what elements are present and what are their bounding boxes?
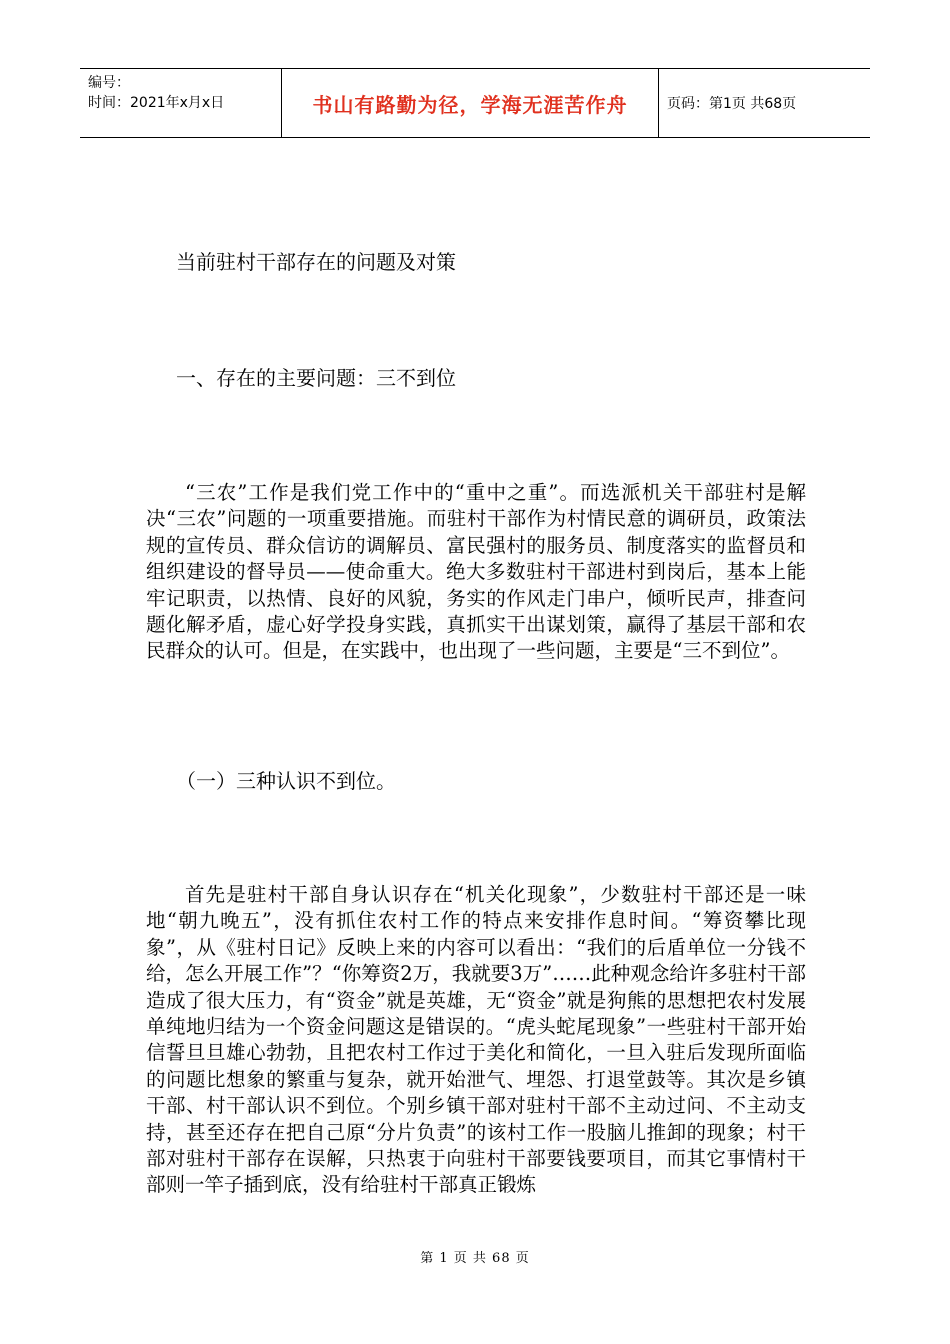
document-header bbox=[80, 68, 870, 138]
document-title: 当前驻村干部存在的问题及对策 bbox=[176, 250, 456, 274]
subsection-heading: （一）三种认识不到位。 bbox=[176, 769, 396, 793]
document-number-label: 编号： bbox=[88, 75, 130, 91]
body-paragraph: 首先是驻村干部自身认识存在“机关化现象”，少数驻村干部还是一味地“朝九晚五”，没有抓住农村工作的特点来安排作息时间。“筹资攀比现象”，从《驻村日记》反映上来的内容可以看出：“我们的后盾单位一分钱不给，怎么开展工作”？“你筹资2万，我就要3万”……此种观念给许多驻村干部造成了很大压力，有“资金”就是英雄，无“资金”就是狗熊的思想把农村发展单纯地归结为一个资金问题这是错误的。“虎头蛇尾现象”一些驻村干部开始信誓旦旦雄心勃勃，且把农村工作过于美化和简化，一旦入驻后发现所面临的问题比想象的繁重与复杂，就开始泄气、埋怨、打退堂鼓等。其次是乡镇干部、村干部认识不到位。个别乡镇干部对驻村干部不主动过问、不主动支持，甚至还存在把自己原“分片负责”的该村工作一股脑儿推卸的现象；村干部对驻村干部存在误解，只热衷于向驻村干部要钱要项目，而其它事情村干部则一竿子插到底，没有给驻村干部真正锻炼 bbox=[146, 883, 806, 1197]
header-motto: 书山有路勤为径，学海无涯苦作舟 bbox=[282, 69, 659, 137]
section-heading: 一、存在的主要问题：三不到位 bbox=[176, 366, 456, 390]
header-meta-cell bbox=[80, 69, 282, 137]
header-page-info: 页码：第1页 共68页 bbox=[667, 96, 797, 112]
body-paragraph: “三农”工作是我们党工作中的“重中之重”。而选派机关干部驻村是解决“三农”问题的一项重要措施。而驻村干部作为村情民意的调研员，政策法规的宣传员、群众信访的调解员、富民强村的服务员、制度落实的监督员和组织建设的督导员——使命重大。绝大多数驻村干部进村到岗后，基本上能牢记职责，以热情、良好的风貌，务实的作风走门串户，倾听民声，排查问题化解矛盾，虚心好学投身实践，真抓实干出谋划策，赢得了基层干部和农民群众的认可。但是，在实践中，也出现了一些问题，主要是“三不到位”。 bbox=[146, 481, 806, 663]
page-footer: 第 1 页 共 68 页 bbox=[420, 1251, 530, 1266]
document-date: 时间：2021年x月x日 bbox=[88, 95, 225, 111]
